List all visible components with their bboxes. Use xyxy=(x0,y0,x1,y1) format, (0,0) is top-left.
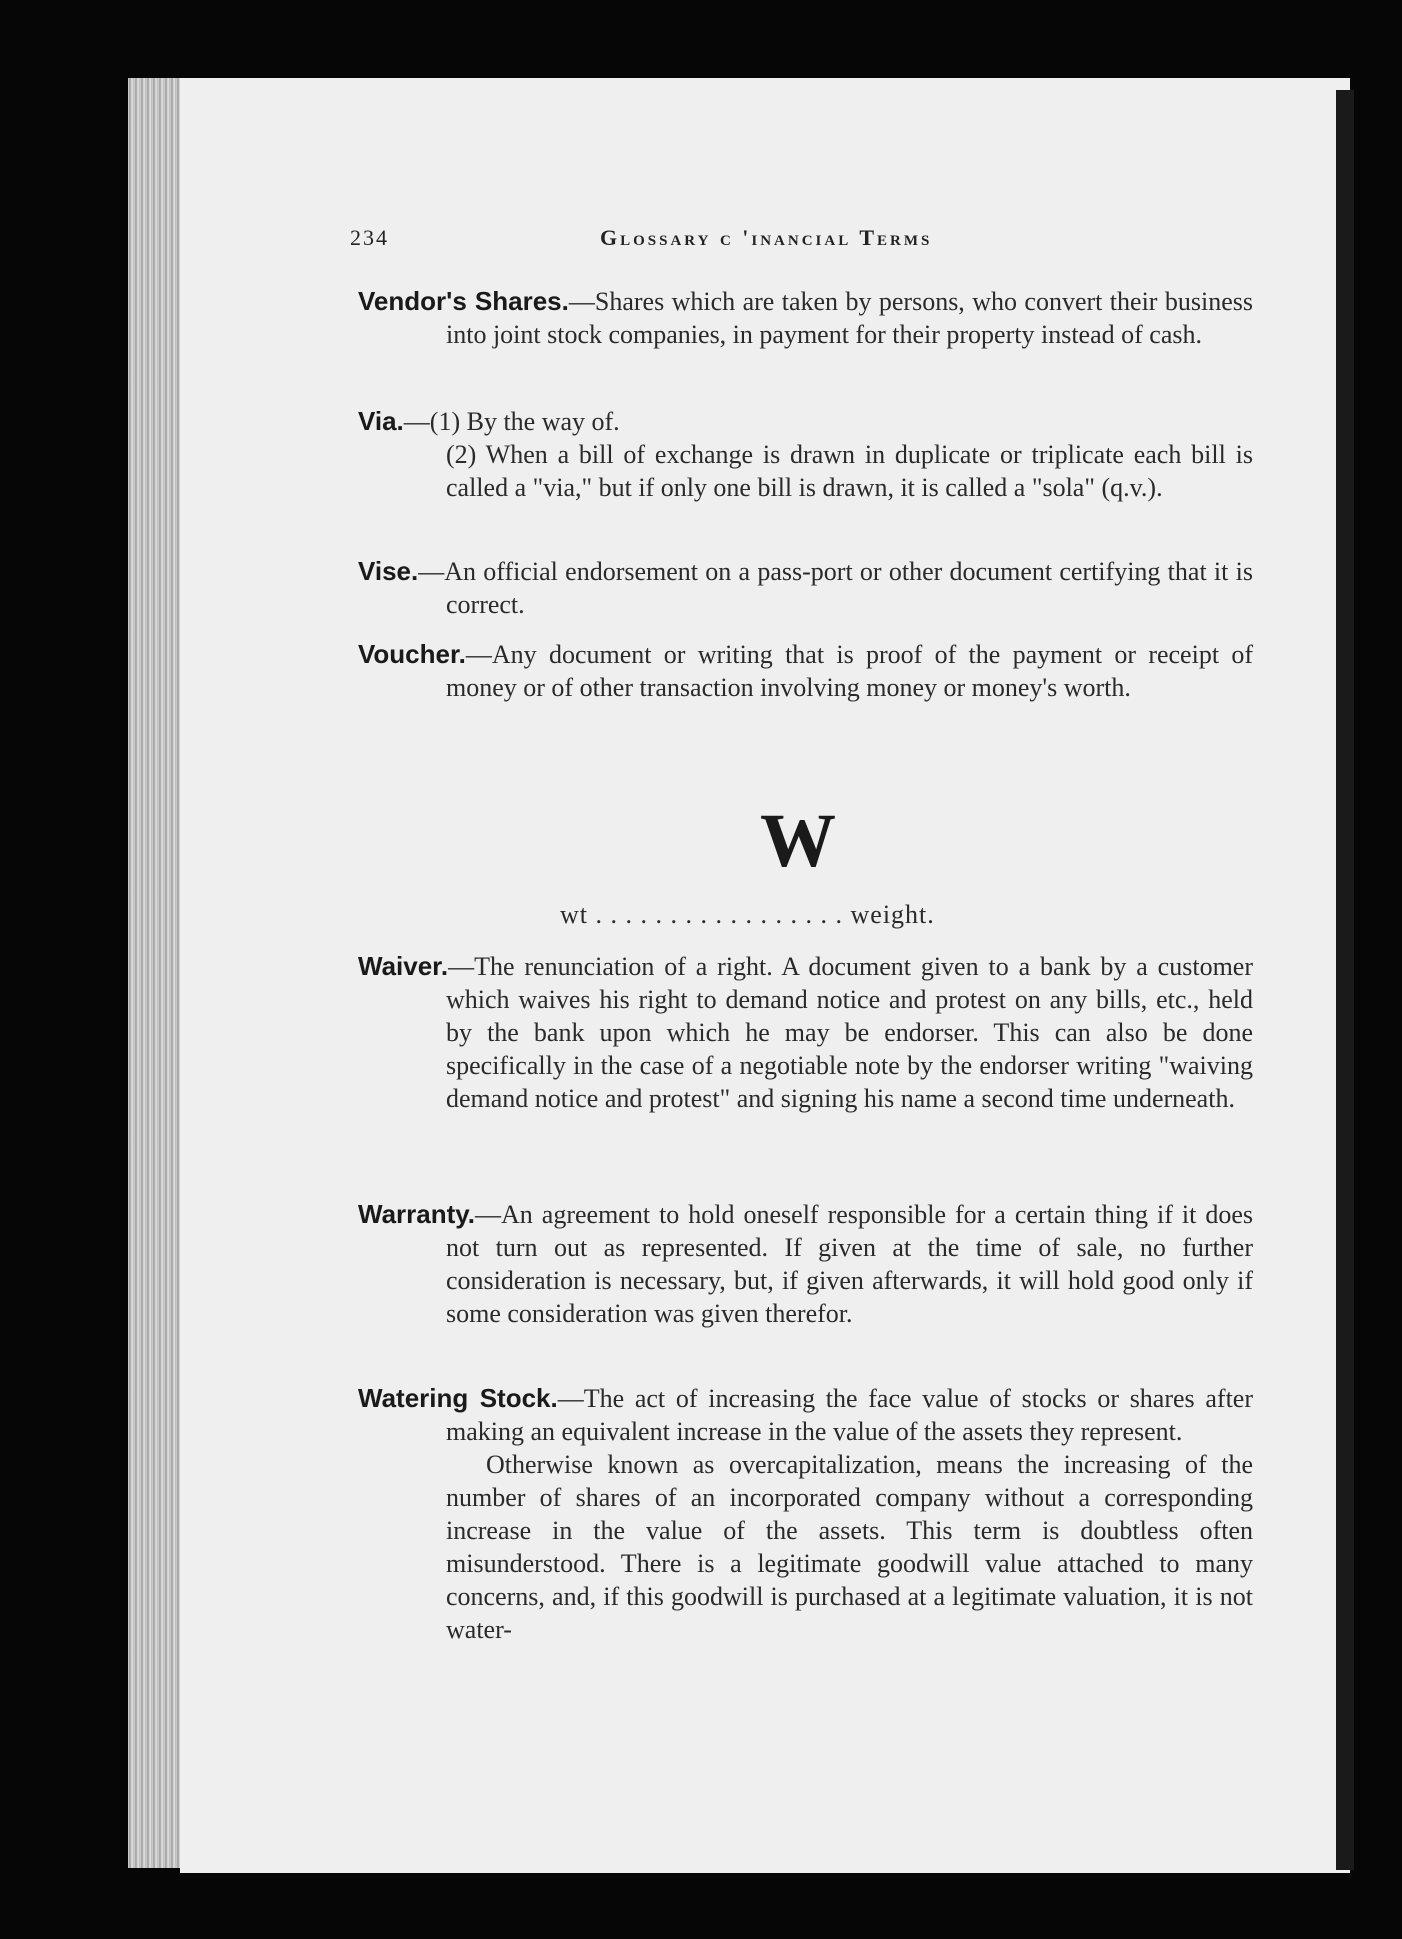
entry-term: Vise. xyxy=(358,556,419,586)
entry-definition: —The renunciation of a right. A document given to a bank by a customer which waives his right to demand notice and protest on any bills, etc., held by the bank upon which he may be endorser. This can also be done specifically in the case of a negotiable note by the endorser writing "waiving demand notice and protest" and signing his name a second time underneath. xyxy=(446,952,1253,1113)
entry-additional-paragraph: Otherwise known as overcapitalization, means the increasing of the number of shares of an incorporated company without a corresponding increase in the value of the assets. This term is doubtless often misunderstood. There is a legitimate goodwill value attached to many concerns, and, if this goodwill is purchased at a legitimate valuation, it is not water- xyxy=(446,1450,1253,1644)
glossary-entry-via xyxy=(358,405,1253,504)
entry-definition: —An agreement to hold oneself responsible for a certain thing if it does not turn out as represented. If given at the time of sale, no further consideration is necessary, but, if given afterwards, it will hold good only if some consideration was given therefor. xyxy=(446,1200,1253,1328)
entry-term: Waiver. xyxy=(358,951,449,981)
entry-definition: —The act of increasing the face value of stocks or shares after making an equivalent increase in the value of the assets they represent. xyxy=(446,1384,1253,1446)
entry-term: Via. xyxy=(358,406,404,436)
glossary-entry-vise xyxy=(358,555,1253,621)
entry-definition-continued: (2) When a bill of exchange is drawn in duplicate or triplicate each bill is called a "via," but if only one bill is drawn, it is called a "sola" (q.v.). xyxy=(446,440,1253,502)
entry-term: Voucher. xyxy=(358,639,466,669)
page-number: 234 xyxy=(350,225,389,250)
entry-term: Watering Stock. xyxy=(358,1383,558,1413)
glossary-entry-watering-stock xyxy=(358,1382,1253,1646)
entry-definition: —Shares which are taken by persons, who convert their business into joint stock companies, in payment for their property instead of cash. xyxy=(446,287,1253,349)
entry-term: Vendor's Shares. xyxy=(358,286,569,316)
abbreviation-line: wt . . . . . . . . . . . . . . . . . weight. xyxy=(560,900,935,929)
book-page-edges xyxy=(128,78,188,1868)
glossary-entry-waiver xyxy=(358,950,1253,1115)
entry-term: Warranty. xyxy=(358,1199,476,1229)
glossary-entry-vendors-shares xyxy=(358,285,1253,351)
section-letter: W xyxy=(760,799,836,883)
glossary-entry-voucher xyxy=(358,638,1253,704)
entry-definition: —(1) By the way of. xyxy=(403,407,620,436)
running-title: Glossary c 'inancial Terms xyxy=(600,225,933,250)
page-binding-shadow xyxy=(1336,90,1354,1870)
entry-definition: —Any document or writing that is proof of the payment or receipt of money or of other transaction involving money or money's worth. xyxy=(446,640,1253,702)
glossary-entry-warranty xyxy=(358,1198,1253,1330)
running-header xyxy=(350,225,1250,259)
entry-definition: —An official endorsement on a pass-port or other document certifying that it is correct. xyxy=(418,557,1253,619)
